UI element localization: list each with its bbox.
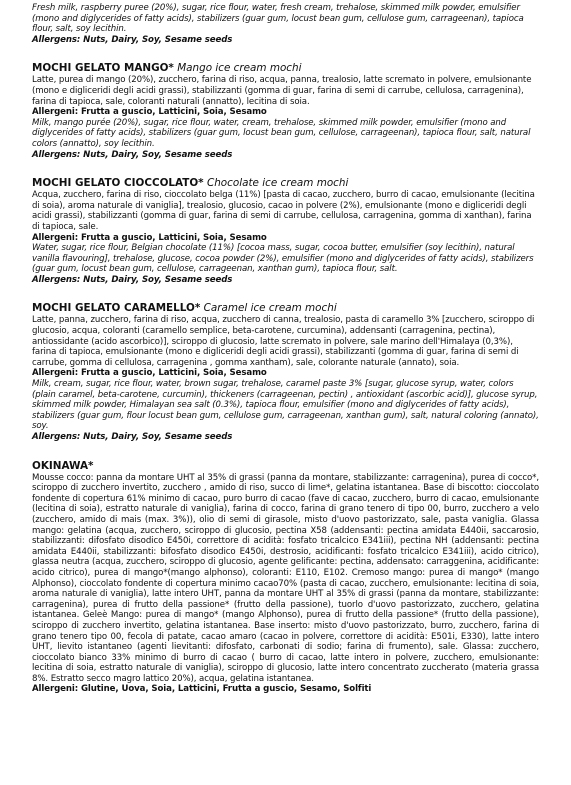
product-subtitle: Chocolate ice cream mochi: [206, 177, 349, 190]
section-caramello: [32, 302, 539, 442]
ingredients-italian: Acqua, zucchero, farina di riso, cioccolato belga (11%) [pasta di cacao, zucchero, burro di cacao, emulsionante (lecitina di soia), aroma naturale di vaniglia], trealosio, glucosio, cacao in polvere (2%), emulsionante (mono e digliceridi degli acidi grassi), stabilizzanti (gomma di guar, farina di semi di carrube, cellulosa, carragenina, gomma di xanthan), farina di tapioca, sale.: [32, 190, 535, 232]
section-title: [32, 460, 539, 472]
product-subtitle: Mango ice cream mochi: [177, 62, 302, 75]
ingredients-italian: Latte, panna, zucchero, farina di riso, acqua, zucchero di canna, trealosio, pasta di caramello 3% [zucchero, sciroppo di glucosio, acqua, coloranti (caramello semplice, beta-carotene, curcumina), addensanti (carragenina, pectina), antiossidante (acido ascorbico)], sciroppo di glucosio, latte scremato in polvere, sale marino dell'Himalaya (0,3%), farina di tapioca, emulsionante (mono e digliceridi degli acidi grassi), stabilizzanti (gomma di guar, farina di semi di carrube, gomma di cellulosa, carragenina , gomma xantham), sale, colorante naturale (annato), soia.: [32, 315, 535, 368]
section-okinawa: [32, 460, 539, 695]
allergens-english: Allergens: Nuts, Dairy, Soy, Sesame seeds: [32, 432, 233, 442]
section-title: [32, 177, 539, 189]
ingredients-english: Fresh milk, raspberry puree (20%), sugar, rice flour, water, fresh cream, trehalose, skimmed milk powder, emulsifier (mono and diglycerides of fatty acids), stabilizers (guar gum, locust bean gum, cellulose gum, carrageenan), tapioca flour, salt, soy lecithin.: [32, 3, 524, 35]
allergens-italian: Allergeni: Frutta a guscio, Latticini, Soia, Sesamo: [32, 368, 267, 379]
ingredients-italian: Latte, purea di mango (20%), zucchero, farina di riso, acqua, panna, trealosio, latte scremato in polvere, emulsionante (mono e digliceridi degli acidi grassi), stabilizzanti (gomma di guar, farina di semi di carrube, cellulosa, carragenina), farina di tapioca, sale, coloranti naturali (annatto), lecitina di soia.: [32, 75, 532, 107]
allergens-english: Allergens: Nuts, Dairy, Soy, Sesame seeds: [32, 149, 233, 160]
product-name: OKINAWA*: [32, 459, 94, 472]
intro-block: [32, 3, 539, 45]
section-title: [32, 302, 539, 314]
ingredients-italian: Mousse cocco: panna da montare UHT al 35% di grassi (panna da montare, stabilizzante: carragenina), purea di cocco*, sciroppo di zucchero invertito, zucchero , amido di riso, succo di lime*, gelatina istantanea. Base di biscotto: cioccolato fondente di copertura 61% minimo di cacao, puro burro di cacao (fave di cacao, zucchero, burro di cacao, emulsionante (lecitina di soia), estratto naturale di vaniglia), farina di cocco, farina di grano tenero di tipo 00, burro, zucchero a velo (zucchero, amido di mais (max. 3%)), olio di semi di girasole, misto d'uovo pastorizzato, sale, pasta vaniglia. Glassa mango: gelatina (acqua, zucchero, sciroppo di glucosio, pectina X58 (addensanti: pectina amidata E440ii, saccarosio, stabilizzanti: difosfato disodico E450i, correttore di acidità: fosfato tricalcico E341iii), pectina NH (addensanti: pectina amidata E440ii, stabilizzanti: bifosfato disodico E450i, destrosio, acidificanti: fosfato tricalcico E341iii), acido citrico), glassa neutra (acqua, zucchero, sciroppo di glucosio, agente gelificante: pectina, addensato: carraggenina, acidificante: acido citrico), purea di mango*(mango alphonso), coloranti: E110, E102. Cremoso mango: purea di mango* (mango Alphonso), cioccolato fondente di copertura minimo cacao70% (pasta di cacao, zucchero, emulsionante: lecitina di soia, aroma naturale di vaniglia), latte intero UHT, panna da montare UHT al 35% di grassi (panna da montare, stabilizzante: carragenina), purea di frutto della passione* (frutto della passione), tuorlo d'uovo pastorizzato, zucchero, gelatina istantanea. Geleè Mango: purea di mango* (mango Alphonso), purea di frutto della passione* (frutto della passione), sciroppo di zucchero invertito, gelatina istantanea. Base inserto: misto d'uovo pastorizzato, burro, zucchero, farina di grano tenero tipo 00, fecola di patate, cacao amaro (cacao in polvere, correttore di acidità: E501i, E330), latte intero UHT, lievito istantaneo (agenti lievitanti: difosfato, carbonati di sodio; farina di frumento), sale. Glassa: zucchero, cioccolato bianco 33% minimo di burro di cacao ( burro di cacao, latte intero in polvere, zucchero, emulsionante: lecitina di soia, estratto naturale di vaniglia), sciroppo di glucosio, latte intero concentrato zuccherato (materia grassa 8%. Estratto secco magro lattico 20%), acqua, gelatina istantanea.: [32, 472, 539, 684]
product-name: MOCHI GELATO CARAMELLO*: [32, 302, 201, 315]
allergens-english: Allergens: Nuts, Dairy, Soy, Sesame seeds: [32, 274, 233, 285]
ingredients-english: Water, sugar, rice flour, Belgian chocolate (11%) [cocoa mass, sugar, cocoa butter, emulsifier (soy lecithin), natural vanilla flavouring], trehalose, glucose, cocoa powder (2%), emulsifier (mono and diglycerides of fatty acids), stabilizers (guar gum, locust bean gum, cellulose, carrageenan, xanthan gum), tapioca flour, salt.: [32, 243, 534, 275]
section-mango: [32, 62, 539, 160]
allergens-italian: Allergeni: Frutta a guscio, Latticini, Soia, Sesamo: [32, 107, 267, 118]
product-name: MOCHI GELATO MANGO*: [32, 62, 174, 75]
section-cioccolato: [32, 177, 539, 285]
product-subtitle: Caramel ice cream mochi: [203, 302, 337, 315]
ingredients-english: Milk, mango purée (20%), sugar, rice flour, water, cream, trehalose, skimmed milk powder, emulsifier (mono and diglycerides of fatty acids), stabilizers (guar gum, locust bean gum, cellulose, carrageenan), tapioca flour, salt, natural colors (annatto), soy lecithin.: [32, 117, 531, 149]
product-name: MOCHI GELATO CIOCCOLATO*: [32, 177, 204, 190]
allergens-english: Allergens: Nuts, Dairy, Soy, Sesame seeds: [32, 34, 233, 45]
ingredients-english: Milk, cream, sugar, rice flour, water, brown sugar, trehalose, caramel paste 3% [sugar, glucose syrup, water, colors (plain caramel, beta-carotene, curcumin), thickeners (carrageenan, pectin) , antioxidant (ascorbic acid)], glucose syrup, skimmed milk powder, Himalayan sea salt (0.3%), tapioca flour, emulsifier (mono and diglycerides of fatty acids), stabilizers (guar gum, flour locust bean gum, cellulose gum, carrageenan, xanthan gum), salt, natural coloring (annato), soy.: [32, 379, 539, 432]
allergens-italian: Allergeni: Frutta a guscio, Latticini, Soia, Sesamo: [32, 232, 267, 243]
section-title: [32, 62, 539, 74]
allergens-italian: Allergeni: Glutine, Uova, Soia, Latticini, Frutta a guscio, Sesamo, Solfiti: [32, 684, 372, 695]
